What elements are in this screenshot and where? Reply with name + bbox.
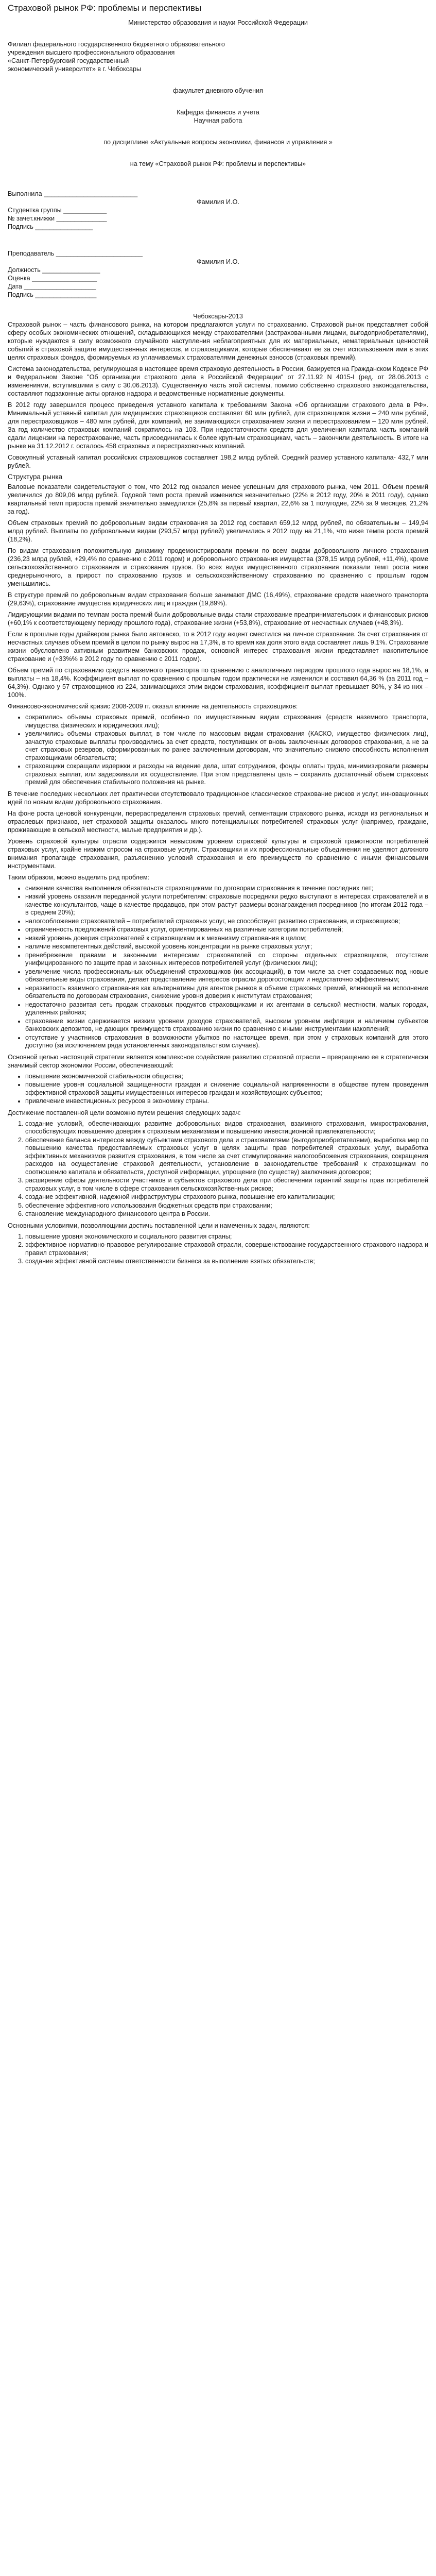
conditions-list <box>8 1233 428 1266</box>
list-item: 2. эффективное нормативно-правовое регулирование страховой отрасли, совершенствование государственного страхового надзора и правил страхования; <box>25 1241 428 1257</box>
teacher-name-caption: Фамилия И.О. <box>197 258 239 265</box>
faculty-line: факультет дневного обучения <box>173 87 263 94</box>
section-heading-structure: Структура рынка <box>8 473 63 481</box>
goals-list <box>8 1073 428 1106</box>
branch-line: «Санкт-Петербургский государственный <box>8 57 129 64</box>
performer-sign: Подпись ________________ <box>8 223 93 230</box>
teacher-label-row <box>8 249 428 258</box>
list-item: • привлечение инвестиционных ресурсов в экономику страны. <box>25 1097 428 1106</box>
branch-line: Филиал федерального государственного бюджетного образовательного <box>8 41 225 48</box>
list-item: • пренебрежение правами и законными интересами страхователей со стороны отдельных страховщиков, отсутствие унифицированного по защите прав и законных интересов потребителей услуг (физических лиц); <box>25 952 428 968</box>
list-item: 6. становление международного финансового центра в России. <box>25 1210 428 1218</box>
list-item: • ограниченность предложений страховых услуг, ориентированных на различные категории потребителей; <box>25 926 428 934</box>
body-paragraph: Уровень страховой культуры отрасли содержится невысоким уровнем страховой культуры и страховой грамотности потребителей страховых услуг, крайне низким спросом на страховые услуги. Страховщики и их профессиональные объединения не уделяют должного внимания пропаганде страхования, разъяснению условий страхования и его преимуществ по сравнению с иными финансовыми инструментами. <box>8 837 428 870</box>
list-item: • снижение качества выполнения обязательств страховщиками по договорам страхования в течение последних лет; <box>25 885 428 893</box>
document-title: Страховой рынок РФ: проблемы и перспективы <box>8 3 202 13</box>
list-item: 5. обеспечение эффективного использования бюджетных средств при страховании; <box>25 1202 428 1210</box>
list-item: • низкий уровень доверия страхователей к страховщикам и к механизму страхования в целом; <box>25 935 428 943</box>
performer-group: Студентка группы ____________ <box>8 207 107 214</box>
list-item: • низкий уровень оказания переданной услуги потребителям: страховые посредники редко выступают в интересах страхователей и в качестве консультантов, чаще в качестве продавцов, при этом растут размеры вознаграждения посредников (по итогам 2012 года – в среднем 20%); <box>25 893 428 917</box>
list-item: • сократились объемы страховых премий, особенно по имущественным видам страхования (средств наземного транспорта, имущества физических и юридических лиц); <box>25 714 428 730</box>
work-type-line: Научная работа <box>194 117 242 124</box>
list-item: • страхование жизни сдерживается низким уровнем доходов страхователей, высоким уровнем инфляции и наличием субъектов банковских депозитов, не дающих преимуществ страхованию жизни по сравнению с иными инструментами накоплений; <box>25 1018 428 1033</box>
crisis-list <box>8 714 428 787</box>
branch-block <box>8 40 428 73</box>
teacher-block <box>8 249 428 299</box>
discipline-line: по дисциплине «Актуальные вопросы экономики, финансов и управления » <box>103 139 333 146</box>
list-item: • страховщики сокращали издержки и расходы на ведение дела, штат сотрудников, фонды оплаты труда, минимизировали размеры страховых выплат, или задерживали их осуществление. При этом представлены цель – сохранить достаточный объем страховых премий для обеспечения стабильного положения на рынке. <box>25 762 428 787</box>
list-item: 1. создание условий, обеспечивающих развитие добровольных видов страхования, взаимного страхования, микрострахования, способствующих повышению доверия к страховым механизмам и повышению инвестиционной привлекательности; <box>25 1120 428 1136</box>
body-paragraph: По видам страхования положительную динамику продемонстрировали премии по всем видам добровольного личного страхования (236,23 млрд рублей, +29,4% по сравнению с 2011 годом) и добровольного страхования имущества (378,15 млрд рублей, +11,4%), кроме сельскохозяйственного страхования и страхования грузов. Во всех видах имущественного страхования показали темп роста ниже среднерыночного, а прирост по страхованию грузов и сельскохозяйственному страхованию по сравнению с прошлым годом уменьшились. <box>8 547 428 587</box>
tasks-list <box>8 1120 428 1218</box>
body-paragraph: В структуре премий по добровольным видам страхования больше занимают ДМС (16,49%), страхование средств наземного транспорта (29,63%), страхование имущества юридических лиц и граждан (19,89%). <box>8 591 428 607</box>
list-item: 4. создание эффективной, надежной инфраструктуры страхового рынка, повышение его капитализации; <box>25 1193 428 1201</box>
list-item: • наличие некомпетентных действий, высокой уровень концентрации на рынке страховых услуг; <box>25 943 428 951</box>
body-paragraph: Страховой рынок – часть финансового рынка, на котором предлагаются услуги по страхованию. Страховой рынок представляет собой сферу особых экономических отношений, складывающихся между страхователями (застрахованными лицами, выгодоприобретателями), которые нуждаются в силу возможного случайного наступления неблагоприятных для их материальных, нематериальных ценностей событий в страховой защите имущественных интересов, и страховщиками, которые обеспечивают ее за счет использования ими в этих целях страховых фондов, формируемых из уплачиваемых страхователями денежных взносов (страховых премий). <box>8 321 428 361</box>
performer-name-caption: Фамилия И.О. <box>197 198 239 206</box>
body-paragraph: Объем премий по страхованию средств наземного транспорта по сравнению с аналогичным периодом прошлого года вырос на 18,1%, а выплаты – на 18,4%. Коэффициент выплат по сравнению с прошлым годом практически не изменился и составил 64,36 % (за 2011 год – 64,3%). Однако у 57 страховщиков из 224, занимающихся этим видом страхования, коэффициент выплат превышает 80%, у 34 из них – 100%. <box>8 667 428 699</box>
body-paragraph: В 2012 году завершился процесс приведения уставного капитала к требованиям Закона «Об организации страхового дела в РФ». Минимальный уставный капитал для медицинских страховщиков составляет 60 млн рублей, для страховщиков жизни – 240 млн рублей, для перестраховщиков – 480 млн рублей, для компаний, не занимающихся страхованием жизни и перестрахованием – 120 млн рублей. За год количество страховых компаний сократилось на 103. При недостаточности средств для увеличения капитала часть компаний сдали лицензии на перестрахование, часть присоединилась к более крупным страховщикам, часть – закончили деятельность. В итоге на рынке на 31.12.2012 г. осталось 458 страховых и перестраховочных компаний. <box>8 401 428 450</box>
list-item: • повышение экономической стабильности общества; <box>25 1073 428 1081</box>
body-paragraph: На фоне роста ценовой конкуренции, перераспределения страховых премий, сегментации страхового рынка, исходя из региональных и отраслевых признаков, нет страховой защиты оказалось много потенциальных потребителей страховых услуг (например, граждане, проживающие в сельской местности, малые предприятия и др.). <box>8 809 428 834</box>
teacher-sign: Подпись _________________ <box>8 291 97 298</box>
city-year: Чебоксары-2013 <box>193 313 243 320</box>
performer-record-book: № зачет.книжки ______________ <box>8 215 107 222</box>
body-paragraph: Достижение поставленной цели возможно путем решения следующих задач: <box>8 1109 241 1116</box>
department-line: Кафедра финансов и учета <box>177 109 259 116</box>
list-item: • налогообложение страхователей – потребителей страховых услуг, не способствует развитию страхования, и страховщиков; <box>25 918 428 926</box>
performer-signature-line: __________________________ <box>44 190 138 197</box>
body-paragraph: Валовые показатели свидетельствуют о том, что 2012 год оказался менее успешным для страхового рынка, чем 2011. Объем премий увеличился до 809,06 млрд рублей. Годовой темп роста премий изменился незначительно (22% в 2012 году, 20% в 2011 году), однако квартальный темп прироста премий значительно замедлился (25,8% за первый квартал, 22,6% за 1 полугодие, 22% за 9 месяцев, 21,2% за год). <box>8 483 428 515</box>
teacher-signature-line: ________________________ <box>56 250 143 257</box>
list-item: • неразвитость взаимного страхования как альтернативы для агентов рынков в объеме страховых премий, влияющей на исполнение обязательств по договорам страхования, снижение уровня доверия к институтам страхования; <box>25 985 428 1001</box>
teacher-grade: Оценка __________________ <box>8 275 97 282</box>
performer-block <box>8 190 428 231</box>
body-paragraph: Основными условиями, позволяющими достичь поставленной цели и намеченных задач, являются: <box>8 1222 310 1229</box>
list-item: • повышение уровня социальной защищенности граждан и снижение социальной напряженности в обществе путем проведения эффективной страховой защиты имущественных интересов граждан и хозяйствующих субъектов; <box>25 1081 428 1097</box>
performer-label: Выполнила <box>8 190 42 197</box>
body-paragraph: Объем страховых премий по добровольным видам страхования за 2012 год составил 659,12 млрд рублей, по обязательным – 149,94 млрд рублей. Выплаты по добровольным видам (293,57 млрд рублей) увеличились в 2012 году на 21,1%, что ниже темпа роста премий (18,2%). <box>8 519 428 543</box>
body-paragraph: Основной целью настоящей стратегии является комплексное содействие развитию страховой отрасли – превращению ее в стратегически значимый сектор экономики России, обеспечивающий: <box>8 1053 428 1069</box>
body-paragraph: В течение последних нескольких лет практически отсутствовало традиционное классическое страхование рисков и услуг, инновационных идей по новым видам добровольного страхования. <box>8 790 428 806</box>
teacher-date: Дата ____________________ <box>8 283 96 290</box>
body-paragraph: Таким образом, можно выделить ряд проблем: <box>8 873 150 881</box>
body-paragraph: Если в прошлые годы драйвером рынка было автокаско, то в 2012 году акцент сместился на личное страхование. За счет страхования от несчастных случаев объем премий в целом по рынку вырос на 17,3%, в то время как доля этого вида составляет лишь 9,1%. Страхование жизни обусловлено активным развитием банковских продаж, основной интерес страхования жизни представляет накопительное страхование и (+33%% в 2012 году по сравнению с 2011 годом). <box>8 631 428 663</box>
list-item: 3. создание эффективной системы ответственности бизнеса за выполнение взятых обязательств; <box>25 1258 428 1266</box>
problems-list <box>8 885 428 1050</box>
ministry-line: Министерство образования и науки Российской Федерации <box>128 19 308 26</box>
body-paragraph: Система законодательства, регулирующая в настоящее время страховую деятельность в России, базируется на Гражданском Кодексе РФ и Федеральном Законе "Об организации страхового дела в Российской Федерации" от 27.11.92 N 4015-I (ред. от 28.06.2013 с изменениями, вступившими в силу с 30.06.2013). Существенную часть этой системы, помимо собственно страхового законодательства, составляют подзаконные акты органов надзора и ведомственные нормативные документы. <box>8 365 428 397</box>
body-paragraph: Лидирующими видами по темпам роста премий были добровольные виды стали страхование предпринимательских и финансовых рисков (+60,1% к соответствующему периоду прошлого года), страхование жизни (+53,8%), страхование от несчастных случаев (+48,3%). <box>8 611 428 626</box>
list-item: • увеличение числа профессиональных объединений страховщиков (их ассоциаций), в том числе за счет создаваемых под новые обязательные виды страхования, делает представление интересов отрасли дорогостоящим и недостаточно эффективным; <box>25 968 428 984</box>
branch-line: экономический университет» в г. Чебоксары <box>8 65 142 73</box>
body-paragraph: Финансово-экономический кризис 2008-2009 гг. оказал влияние на деятельность страховщиков: <box>8 703 298 710</box>
performer-label-row <box>8 190 428 198</box>
list-item: • отсутствие у участников страхования в возможности убытков по настоящее время, при этом у страховых компаний для этого доступно (за исключением ряда установленных законодательством случаев). <box>25 1034 428 1050</box>
list-item: 2. обеспечение баланса интересов между субъектами страхового дела и страхователями (выгодоприобретателями), выработка мер по повышению качества предоставляемых страховых услуг в целях защиты прав потребителей страховых услуг, выработка эффективных механизмов развития страхования, в том числе за счет стимулирования налогообложения страхования, сокращения расходов на осуществление страховой деятельности, установление в законодательстве требований к страховщикам по соотношению капитала и обязательств, доступной информации, упрощение (по существу) заключения договоров; <box>25 1137 428 1177</box>
topic-line: на тему «Страховой рынок РФ: проблемы и перспективы» <box>130 160 306 167</box>
teacher-label: Преподаватель <box>8 250 55 257</box>
list-item: 3. расширение сферы деятельности участников и субъектов страхового дела при обеспечении гарантий защиты прав потребителей страховых услуг, в том числе в сфере страхования сельскохозяйственных рисков; <box>25 1177 428 1193</box>
list-item: • увеличились объемы страховых выплат, в том числе по массовым видам страхования (КАСКО, имущество физических лиц), зачастую страховые выплаты производились за счет средств, поступивших от вновь заключенных договоров страхования, а не за счет страховых резервов, сформированных по ранее заключенным договорам, что значительно снизило способность исполнения страховщиками обязательств; <box>25 730 428 762</box>
list-item: • недостаточно развитая сеть продаж страховых продуктов страховщиками и их агентами в сельской местности, малых городах, удаленных районах; <box>25 1001 428 1017</box>
body-paragraph: Совокупный уставный капитал российских страховщиков составляет 198,2 млрд рублей. Средний размер уставного капитала- 432,7 млн рублей. <box>8 454 428 469</box>
teacher-position: Должность ________________ <box>8 266 100 274</box>
list-item: 1. повышение уровня экономического и социального развития страны; <box>25 1233 428 1241</box>
branch-line: учреждения высшего профессионального образования <box>8 49 175 56</box>
